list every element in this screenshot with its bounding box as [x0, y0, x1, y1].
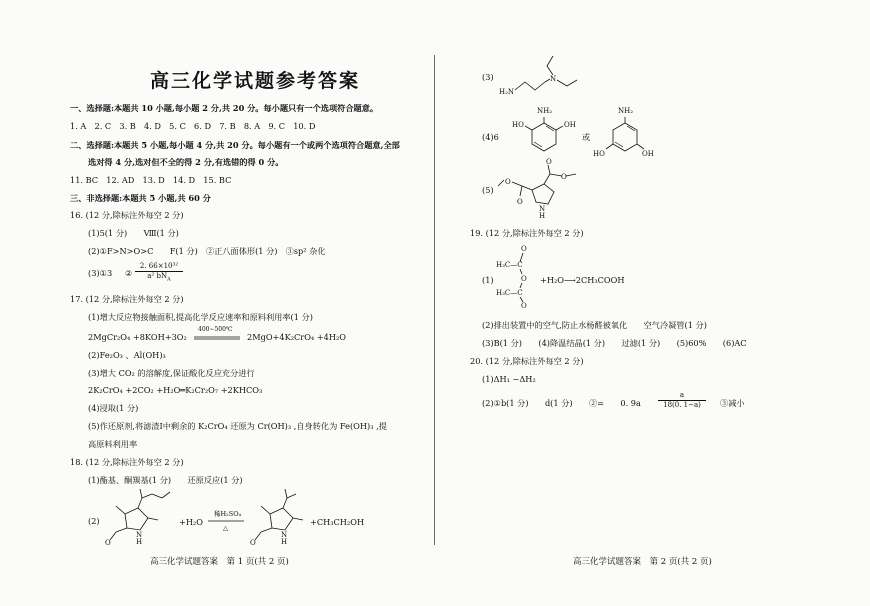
q18-part4-isomer-a — [510, 105, 590, 160]
q18-part4-a-ho: HO — [512, 121, 524, 129]
footer-right: 高三化学试题答案 第 2 页(共 2 页) — [573, 557, 712, 567]
q20-heading: 20. (12 分,除标注外每空 2 分) — [470, 356, 584, 366]
q18-product-nh: H — [281, 538, 288, 546]
q18-part4-a-nh2: NH₂ — [537, 107, 553, 115]
q18-part4-label: (4)6 — [482, 132, 499, 142]
q17-part5-line1: (5)作还原剂,将滤渣Ⅰ中剩余的 K₂CrO₄ 还原为 Cr(OH)₃ ,自身转化为 Fe(OH)₃ ,提 — [88, 421, 387, 431]
q19-anhydride-o-top: O — [521, 245, 527, 253]
q17-part1: (1)增大反应物接触面积,提高化学反应速率和原料利用率(1 分) — [88, 312, 313, 322]
q18-part5-o2: O — [561, 173, 567, 181]
q18-part4-b-ho: HO — [593, 150, 605, 158]
q18-product-nitrogen: N — [281, 531, 288, 539]
q18-part4-b-nh2: NH₂ — [618, 107, 634, 115]
section2-heading-line1: 二、选择题:本题共 5 小题,每小题 4 分,共 20 分。每小题有一个或两个选项符合题意,全部 — [70, 140, 400, 150]
q20-fraction — [658, 391, 706, 410]
q18-byproduct-ethanol: +CH₃CH₂OH — [310, 517, 365, 527]
q18-reaction-arrow — [208, 520, 246, 522]
q18-part3-amine-structure — [495, 52, 585, 97]
q20-fraction-numerator: a — [679, 391, 685, 399]
q16-part3b: ② — [125, 268, 133, 278]
section2-heading-line2: 选对得 4 分,选对但不全的得 2 分,有选错的得 0 分。 — [88, 157, 284, 167]
q18-part4-b-oh: OH — [642, 150, 654, 158]
q18-reactant-nitrogen: N — [136, 531, 143, 539]
q17-part5-line2: 高原料利用率 — [88, 439, 138, 449]
section1-answers: 1. A 2. C 3. B 4. D 5. C 6. D 7. B 8. A 9. C 10. D — [70, 121, 316, 131]
q20-part2c: ③减小 — [720, 398, 745, 408]
section2-answers: 11. BC 12. AD 13. D 14. D 15. BC — [70, 175, 232, 185]
footer-left: 高三化学试题答案 第 1 页(共 2 页) — [150, 557, 289, 567]
q17-heading: 17. (12 分,除标注外每空 2 分) — [70, 294, 184, 304]
q19-part1-equation: +H₂O⟶2CH₃COOH — [540, 275, 625, 285]
q19-heading: 19. (12 分,除标注外每空 2 分) — [470, 228, 584, 238]
q16-density-fraction — [135, 262, 183, 284]
q19-anhydride-acyl-top: H₃C—C — [496, 261, 523, 269]
q18-part5-nitrogen: N — [539, 205, 546, 213]
q18-heading: 18. (12 分,除标注外每空 2 分) — [70, 457, 184, 467]
q18-part3-h2n: H₂N — [499, 88, 515, 96]
q16-fraction-denominator: a² $bN_A$ — [135, 271, 183, 284]
q19-anhydride-o-bridge: O — [521, 275, 527, 283]
q19-part2: (2)排出装置中的空气,防止水杨醛被氧化 空气冷凝管(1 分) — [482, 320, 707, 330]
q19-part1-label: (1) — [482, 275, 494, 285]
q18-part3-label: (3) — [482, 72, 494, 82]
q17-eq1-arrow — [194, 336, 244, 340]
q19-part3-to-6: (3)B(1 分) (4)降温结晶(1 分) 过滤(1 分) (5)60% (6)AC — [482, 338, 747, 348]
q18-reactant-structure — [100, 492, 175, 547]
q18-part4-or: 或 — [582, 132, 591, 142]
q17-eq1-condition: 400∼500℃ — [198, 326, 233, 333]
q16-fraction-numerator: 2. 66×10³² — [139, 262, 179, 270]
q18-condition-bottom: △ — [223, 524, 228, 532]
q17-eq1-right: 2MgO+4K₂CrO₄ +4H₂O — [247, 332, 346, 342]
q16-part3a: (3)①3 — [88, 268, 113, 278]
q17-part3-equation: 2K₂CrO₄ +2CO₂ +H₂O═K₂Cr₂O₇ +2KHCO₃ — [88, 385, 263, 395]
q17-eq1-left: 2MgCr₂O₄ +8KOH+3O₂ — [88, 332, 187, 342]
q16-part1: (1)5(1 分) Ⅷ(1 分) — [88, 228, 179, 238]
q17-part2: (2)Fe₂O₃ 、Al(OH)₃ — [88, 350, 166, 360]
q17-part4: (4)浸取(1 分) — [88, 403, 139, 413]
q18-reactant-nh: H — [136, 538, 143, 546]
q18-part5-pyrrole-diester — [496, 160, 606, 220]
q18-part4-isomer-b — [590, 105, 670, 160]
q16-heading: 16. (12 分,除标注外每空 2 分) — [70, 210, 184, 220]
q18-part5-label: (5) — [482, 185, 494, 195]
q16-part2: (2)①F>N>O>C F(1 分) ②正八面体形(1 分) ③sp² 杂化 — [88, 246, 326, 256]
section3-heading: 三、非选择题:本题共 5 小题,共 60 分 — [70, 193, 211, 203]
q19-anhydride-o-bottom: O — [521, 302, 527, 310]
q18-part2-label: (2) — [88, 516, 100, 526]
q18-product-oxygen: O — [250, 539, 256, 547]
q18-part5-o4: O — [505, 178, 511, 186]
q18-part1: (1)酯基、酮羰基(1 分) 还原反应(1 分) — [88, 475, 243, 485]
page-divider — [434, 55, 435, 545]
q18-reactant-oxygen: O — [105, 539, 111, 547]
q18-part5-o1: O — [546, 158, 552, 166]
section1-heading: 一、选择题:本题共 10 小题,每小题 2 分,共 20 分。每小题只有一个选项符合题意。 — [70, 103, 379, 113]
q18-part5-o3: O — [517, 198, 523, 206]
q18-plus-water: +H₂O — [179, 517, 203, 527]
q20-part1: (1)ΔH₁ −ΔH₂ — [482, 374, 536, 384]
q18-product-structure — [248, 492, 308, 547]
q17-part3: (3)增大 CO₂ 的溶解度,保证酸化反应充分进行 — [88, 368, 255, 378]
page-title: 高三化学试题参考答案 — [150, 70, 361, 92]
q20-part2a: (2)①b(1 分) d(1 分) ②= 0. 9a — [482, 398, 641, 408]
q18-part4-a-oh: OH — [564, 121, 576, 129]
q18-part3-nitrogen: N — [550, 75, 557, 83]
q18-condition-top: 稀H₂SO₄ — [214, 510, 242, 518]
q20-fraction-denominator: 18(0. 1−a) — [658, 400, 706, 410]
q18-part5-nh: H — [539, 212, 546, 220]
q19-anhydride-acyl-bottom: H₃C—C — [496, 289, 523, 297]
